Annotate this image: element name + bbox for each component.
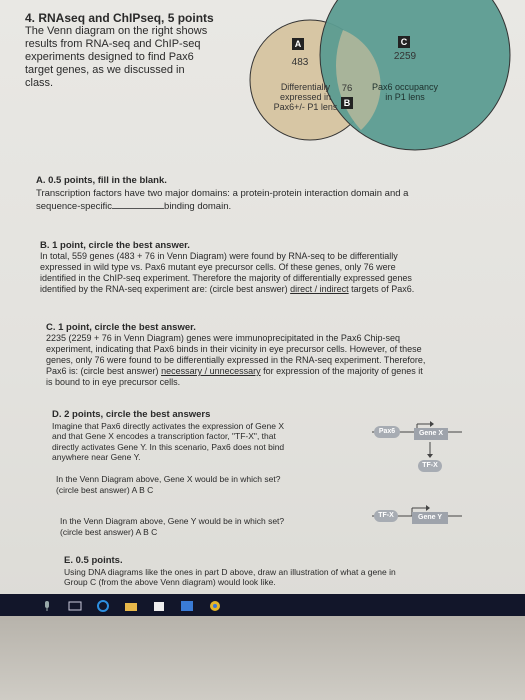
gene-x-answer-choices[interactable]: (circle best answer) A B C xyxy=(56,484,154,495)
section-a-text: sequence-specific xyxy=(36,201,113,212)
section-a-text: binding domain. xyxy=(164,201,232,212)
chrome-icon[interactable] xyxy=(208,599,222,611)
set-c-count: 2259 xyxy=(393,51,417,62)
set-b-label: B xyxy=(341,97,353,109)
file-explorer-icon[interactable] xyxy=(124,599,138,611)
gene-y-question-text: In the Venn Diagram above, Gene Y would be in which set? xyxy=(60,516,285,526)
necessary-unnecessary-choice[interactable]: necessary / unnecessary xyxy=(161,366,261,376)
tf-x-bound-tag: TF-X xyxy=(374,510,398,522)
dna-diagram xyxy=(372,418,462,528)
set-a-label: A xyxy=(292,38,304,50)
section-b-text: targets of Pax6. xyxy=(351,284,415,294)
section-e xyxy=(64,556,494,588)
section-e-text: Group C (from the above Venn diagram) would look like. xyxy=(64,577,276,587)
pax6-tag: Pax6 xyxy=(374,426,400,438)
gene-x-question-text: In the Venn Diagram above, Gene X would be in which set? xyxy=(56,474,281,484)
section-a-heading: A. 0.5 points, fill in the blank. xyxy=(36,175,167,186)
section-c-heading: C. 1 point, circle the best answer. xyxy=(46,322,196,333)
section-b-text: In total, 559 genes (483 + 76 in Venn Diagram) were found by RNA-seq to be differentially xyxy=(40,251,398,261)
gene-x-box: Gene X xyxy=(414,428,448,440)
set-a-desc-line: Differentially xyxy=(280,82,331,92)
gene-y-question xyxy=(60,516,360,537)
microphone-icon[interactable] xyxy=(40,599,54,611)
set-a-desc-line: expressed in xyxy=(279,92,332,102)
section-e-text: Using DNA diagrams like the ones in part D above, draw an illustration of what a gene in xyxy=(64,566,396,577)
section-c-text xyxy=(46,366,502,377)
intro-line: class. xyxy=(25,77,54,89)
section-b-text: identified by the RNA-seq experiment are: (circle best answer) xyxy=(40,284,288,294)
section-b-text: expressed in wild type vs. Pax6 mutant eye precursor cells. Of these genes, only 76 were xyxy=(40,262,396,272)
section-c-text: 2235 (2259 + 76 in Venn Diagram) genes were immunoprecipitated in the Pax6 Chip-seq xyxy=(46,333,400,343)
section-c-text: genes, only 76 were found to be differentially expressed in the RNA-seq experiment. Therefore, xyxy=(46,355,426,365)
store-icon[interactable] xyxy=(152,599,166,611)
gene-y-box: Gene Y xyxy=(412,512,448,524)
answer-blank[interactable] xyxy=(112,200,164,209)
set-c-desc-line: Pax6 occupancy xyxy=(371,82,439,92)
section-c xyxy=(46,322,502,388)
intro-line: experiments designed to find Pax6 xyxy=(25,51,194,63)
tf-x-tag: TF-X xyxy=(418,460,442,472)
set-c-description xyxy=(370,82,440,102)
task-view-icon[interactable] xyxy=(68,599,82,611)
desk-surface xyxy=(0,616,525,700)
section-d-text: and that Gene X encodes a transcription factor, "TF-X", that xyxy=(52,431,276,441)
section-b-text: identified in the ChIP-seq experiment. Therefore the majority of differentially expressed genes xyxy=(40,273,412,283)
set-c-label: C xyxy=(398,36,410,48)
section-a-blank-line xyxy=(36,200,496,213)
section-e-heading: E. 0.5 points. xyxy=(64,555,123,566)
intro-line: The Venn diagram on the right shows xyxy=(25,25,208,37)
intro-line: results from RNA-seq and ChIP-seq xyxy=(25,38,201,50)
section-d-text: anywhere near Gene Y. xyxy=(52,452,141,462)
section-d-heading: D. 2 points, circle the best answers xyxy=(52,409,211,420)
direct-indirect-choice[interactable]: direct / indirect xyxy=(290,284,349,294)
section-c-text: experiment, indicating that Pax6 binds in their vicinity in eye precursor cells. However, of these xyxy=(46,344,422,354)
section-b-text xyxy=(40,284,500,295)
section-c-text: for expression of the majority of genes it xyxy=(263,366,423,376)
gene-y-answer-choices[interactable]: (circle best answer) A B C xyxy=(60,526,158,537)
intro-line: target genes, as we discussed in xyxy=(25,64,185,76)
edge-browser-icon[interactable] xyxy=(96,599,110,611)
photos-icon[interactable] xyxy=(180,599,194,611)
gene-x-question xyxy=(56,474,356,495)
venn-diagram xyxy=(240,0,525,170)
set-c-desc-line: in P1 lens xyxy=(385,92,425,102)
section-d-text: directly activates Gene Y. In this scenario, Pax6 does not bind xyxy=(52,441,285,452)
set-a-desc-line: Pax6+/- P1 lens xyxy=(273,102,338,112)
taskbar xyxy=(0,594,525,616)
question-4-title: 4. RNAseq and ChIPseq, 5 points xyxy=(25,11,214,25)
section-a-text: Transcription factors have two major domains: a protein-protein interaction domain and a xyxy=(36,188,409,199)
section-a xyxy=(36,174,496,213)
section-b xyxy=(40,240,500,295)
section-d-text: Imagine that Pax6 directly activates the expression of Gene X xyxy=(52,420,284,431)
section-c-text: Pax6 is: (circle best answer) xyxy=(46,366,159,376)
section-c-text: is bound to in eye precursor cells. xyxy=(46,377,181,387)
question-4-intro xyxy=(25,12,250,90)
set-a-description xyxy=(268,82,343,112)
set-a-count: 483 xyxy=(291,57,309,68)
overlap-count: 76 xyxy=(341,83,353,94)
section-b-heading: B. 1 point, circle the best answer. xyxy=(40,240,190,251)
section-d xyxy=(52,410,352,463)
